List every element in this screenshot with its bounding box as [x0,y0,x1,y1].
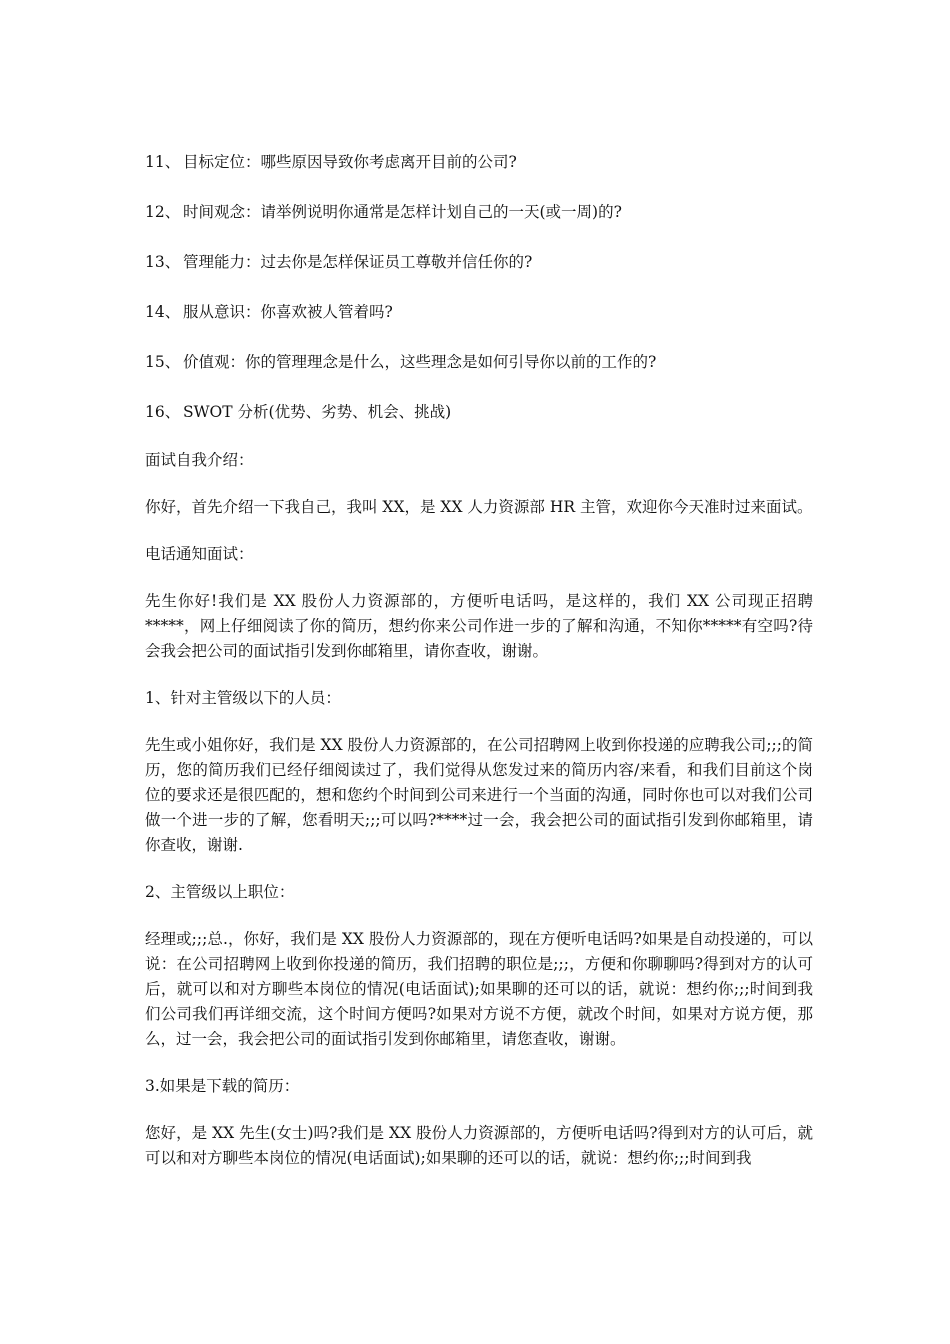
phone-notice-heading: 电话通知面试： [145,545,254,563]
case3-heading: 3.如果是下载的简历： [145,1077,300,1095]
question-item-11 [145,150,813,175]
question-item-12 [145,200,813,225]
case1-heading: 1、针对主管级以下的人员： [145,689,341,707]
question-number: 15、 [145,353,181,371]
question-number: 14、 [145,303,181,321]
question-text: 目标定位：哪些原因导致你考虑离开目前的公司? [183,153,517,171]
question-item-13 [145,250,813,275]
question-number: 16、 [145,403,181,421]
question-number: 12、 [145,203,181,221]
question-number: 11、 [145,153,181,171]
document-body [145,150,813,1193]
question-text: 时间观念：请举例说明你通常是怎样计划自己的一天(或一周)的? [183,203,622,221]
question-text: 价值观：你的管理理念是什么，这些理念是如何引导你以前的工作的? [183,353,657,371]
case1-text: 先生或小姐你好，我们是 XX 股份人力资源部的，在公司招聘网上收到你投递的应聘我公司;;;的简历，您的简历我们已经仔细阅读过了，我们觉得从您发过来的简历内容/来看，和我们目前这个岗位的要求还是很匹配的，想和您约个时间到公司来进行一个当面的沟通，同时你也可以对我们公司做一个进一步的了解，您看明天;;;可以吗?****过一会，我会把公司的面试指引发到你邮箱里，请你查收，谢谢. [145,736,813,854]
question-item-15 [145,350,813,375]
case2-heading: 2、主管级以上职位： [145,883,295,901]
question-item-16 [145,400,813,425]
phone-notice-text: 先生你好!我们是 XX 股份人力资源部的，方便听电话吗，是这样的，我们 XX 公司现正招聘*****，网上仔细阅读了你的简历，想约你来公司作进一步的了解和沟通，不知你*****有空吗?待会我会把公司的面试指引发到你邮箱里，请你查收，谢谢。 [145,592,813,660]
self-intro-heading: 面试自我介绍： [145,451,254,469]
question-item-14 [145,300,813,325]
case3-text: 您好，是 XX 先生(女士)吗?我们是 XX 股份人力资源部的，方便听电话吗?得到对方的认可后，就可以和对方聊些本岗位的情况(电话面试);如果聊的还可以的话，就说：想约你;;;时间到我 [145,1124,813,1167]
case2-text: 经理或;;;总.，你好，我们是 XX 股份人力资源部的，现在方便听电话吗?如果是自动投递的，可以说：在公司招聘网上收到你投递的简历，我们招聘的职位是;;;，方便和你聊聊吗?得到对方的认可后，就可以和对方聊些本岗位的情况(电话面试);如果聊的还可以的话，就说：想约你;;;时间到我们公司我们再详细交流，这个时间方便吗?如果对方说不方便，就改个时间，如果对方说方便，那么，过一会，我会把公司的面试指引发到你邮箱里，请您查收，谢谢。 [145,930,813,1048]
question-number: 13、 [145,253,181,271]
question-text: 服从意识：你喜欢被人管着吗? [183,303,393,321]
question-text: SWOT 分析(优势、劣势、机会、挑战) [183,403,452,421]
question-text: 管理能力：过去你是怎样保证员工尊敬并信任你的? [183,253,533,271]
self-intro-text: 你好，首先介绍一下我自己，我叫 XX，是 XX 人力资源部 HR 主管，欢迎你今天准时过来面试。 [145,498,813,516]
